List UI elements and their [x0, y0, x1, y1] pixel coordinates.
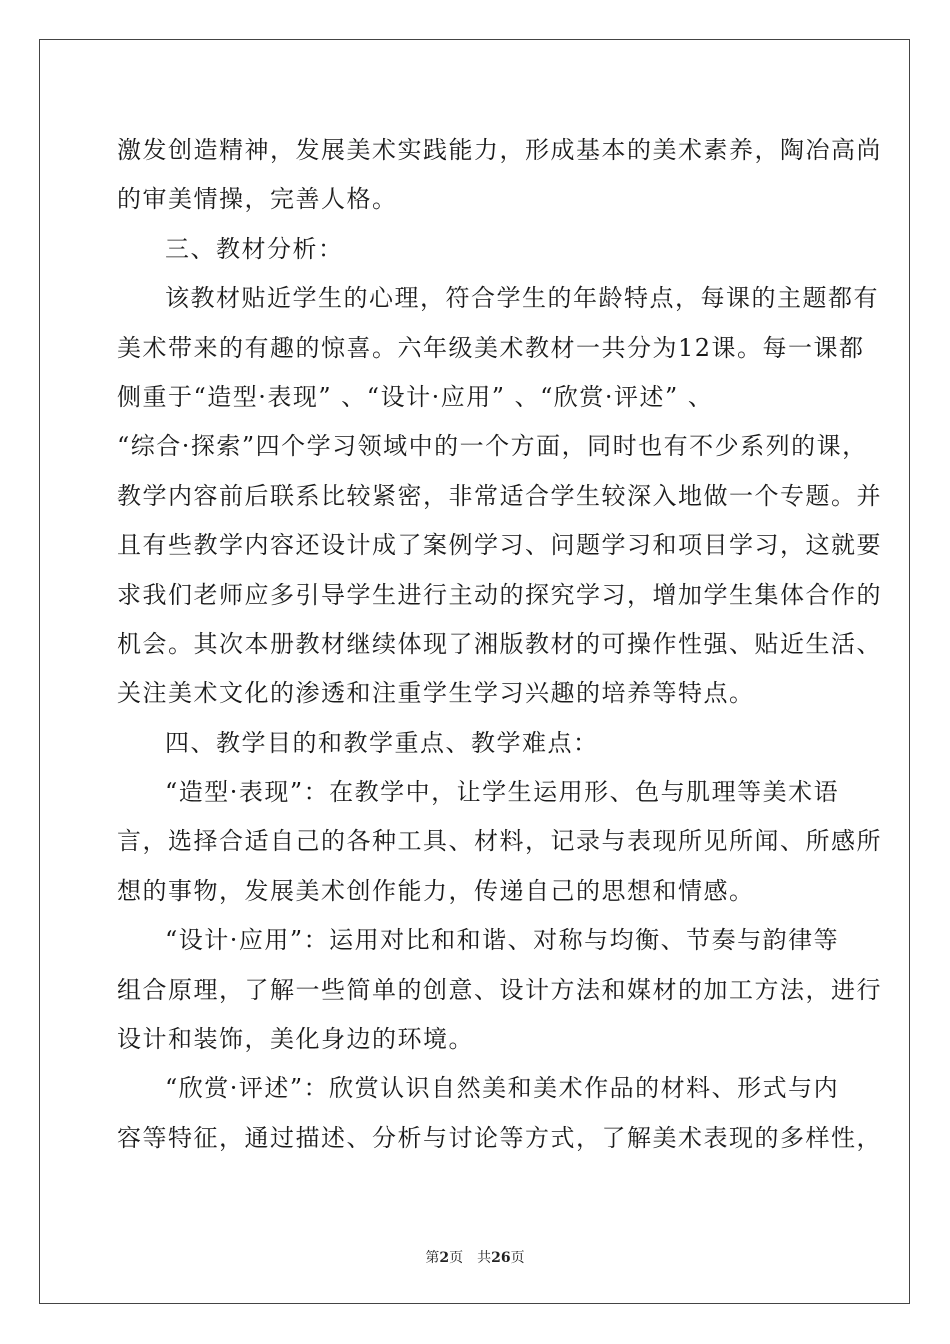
total-prefix: 共	[477, 1250, 492, 1266]
text-line: 容等特征，通过描述、分析与讨论等方式，了解美术表现的多样性，	[117, 1123, 882, 1152]
text-line: 的审美情操，完善人格。	[117, 185, 398, 214]
text-line: 求我们老师应多引导学生进行主动的探究学习，增加学生集体合作的	[117, 580, 882, 609]
text-line: 侧重于“造型·表现” 、“设计·应用” 、“欣赏·评述” 、	[117, 382, 714, 411]
text-line: “设计·应用”：运用对比和和谐、对称与均衡、节奏与韵律等	[165, 926, 840, 955]
page-prefix: 第	[425, 1250, 440, 1266]
text-line: 组合原理，了解一些简单的创意、设计方法和媒材的加工方法，进行	[117, 975, 882, 1004]
text-line: “造型·表现”：在教学中，让学生运用形、色与肌理等美术语	[165, 778, 840, 807]
text-line: 机会。其次本册教材继续体现了湘版教材的可操作性强、贴近生活、	[117, 629, 882, 658]
text-line: 设计和装饰，美化身边的环境。	[117, 1025, 474, 1054]
document-body	[117, 126, 882, 1163]
text-line: 教学内容前后联系比较紧密，非常适合学生较深入地做一个专题。并	[117, 481, 882, 510]
text-line: “综合·探索”四个学习领域中的一个方面，同时也有不少系列的课，	[117, 432, 868, 461]
text-line: 该教材贴近学生的心理，符合学生的年龄特点，每课的主题都有	[165, 284, 879, 313]
page-footer	[0, 1247, 950, 1267]
text-line: 激发创造精神，发展美术实践能力，形成基本的美术素养，陶冶高尚	[117, 136, 882, 164]
text-line: 关注美术文化的渗透和注重学生学习兴趣的培养等特点。	[117, 679, 755, 708]
text-line: 想的事物，发展美术创作能力，传递自己的思想和情感。	[117, 876, 755, 905]
text-line: “欣赏·评述”：欣赏认识自然美和美术作品的材料、形式与内	[165, 1074, 840, 1103]
total-pages: 26	[491, 1250, 511, 1266]
page-suffix: 页	[449, 1250, 464, 1266]
text-line: 美术带来的有趣的惊喜。六年级美术教材一共分为12课。每一课都	[117, 333, 865, 362]
section-heading: 三、教材分析：	[165, 234, 344, 263]
page-number: 2	[439, 1250, 450, 1266]
text-line: 言，选择合适自己的各种工具、材料，记录与表现所见所闻、所感所	[117, 827, 882, 856]
text-line: 且有些教学内容还设计成了案例学习、问题学习和项目学习，这就要	[117, 531, 882, 560]
section-heading: 四、教学目的和教学重点、教学难点：	[165, 728, 599, 757]
total-suffix: 页	[510, 1250, 525, 1266]
